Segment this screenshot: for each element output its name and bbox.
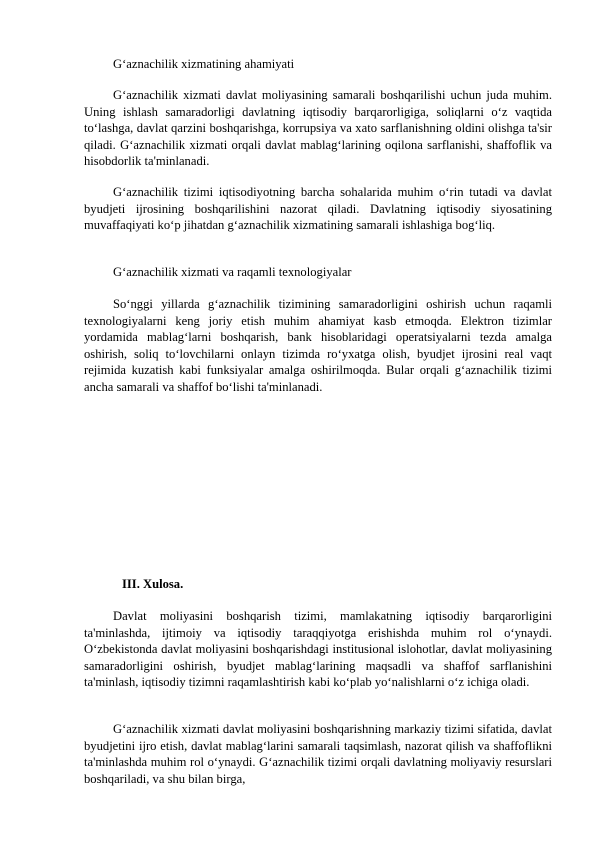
paragraph-conclusion-2: G‘aznachilik xizmati davlat moliyasini boshqarishning markaziy tizimi sifatida, davlat byudjetini ijro etish, davlat mablag‘larini samarali taqsimlash, nazorat qilish va shaffoflikni ta'minlashda muhim rol o‘ynaydi. G‘aznachilik tizimi orqali davlatning moliyaviy resurslari boshqariladi, va shu bilan birga, bbox=[84, 722, 552, 786]
heading-treasury-importance: G‘aznachilik xizmatining ahamiyati bbox=[113, 57, 295, 71]
heading-digital-technologies: G‘aznachilik xizmati va raqamli texnologiyalar bbox=[113, 265, 352, 279]
paragraph-digital-technologies: So‘nggi yillarda g‘aznachilik tizimining samaradorligini oshirish uchun raqamli texnologiyalarni keng joriy etish muhim ahamiyat kasb etmoqda. Elektron tizimlar yordamida mablag‘larni boshqarish, bank hisoblaridagi operatsiyalarni tezda amalga oshirish, soliq to‘lovchilarni onlayn tizimda ro‘yxatga olish, byudjet ijrosini real vaqt rejimida kuzatish kabi funksiyalar amalga oshirilmoqda. Bular orqali g‘aznachilik tizimi ancha samarali va shaffof bo‘lishi ta'minlanadi. bbox=[84, 297, 552, 394]
paragraph-treasury-system: G‘aznachilik tizimi iqtisodiyotning barcha sohalarida muhim o‘rin tutadi va davlat byudjeti ijrosining boshqarilishini nazorat qiladi. Davlatning iqtisodiy siyosatining muvaffaqiyati ko‘p jihatdan g‘aznachilik xizmatining samarali ishlashiga bog‘liq. bbox=[84, 185, 552, 232]
paragraph-treasury-role: G‘aznachilik xizmati davlat moliyasining samarali boshqarilishi uchun juda muhim. Uning ishlash samaradorligi davlatning iqtisodiy barqarorligiga, soliqlarni o‘z vaqtida to‘lashga, davlat qarzini boshqarishga, korrupsiya va xato sarflanishning oldini olishga ta'sir qiladi. G‘aznachilik xizmati orqali davlat mablag‘larining oqilona sarflanishi, shaffoflik va hisobdorlik ta'minlanadi. bbox=[84, 88, 552, 168]
paragraph-conclusion-1: Davlat moliyasini boshqarish tizimi, mamlakatning iqtisodiy barqarorligini ta'minlashda, ijtimoiy va iqtisodiy taraqqiyotga erishishda muhim rol o‘ynaydi. O‘zbekistonda davlat moliyasini boshqarishdagi institusional islohotlar, davlat moliyasining samaradorligini oshirish, byudjet mablag‘larining maqsadli va shaffof sarflanishini ta'minlash, iqtisodiy tizimni raqamlashtirish kabi ko‘plab yo‘nalishlarni o‘z ichiga oladi. bbox=[84, 609, 552, 689]
section-title-conclusion: III. Xulosa. bbox=[122, 577, 184, 591]
